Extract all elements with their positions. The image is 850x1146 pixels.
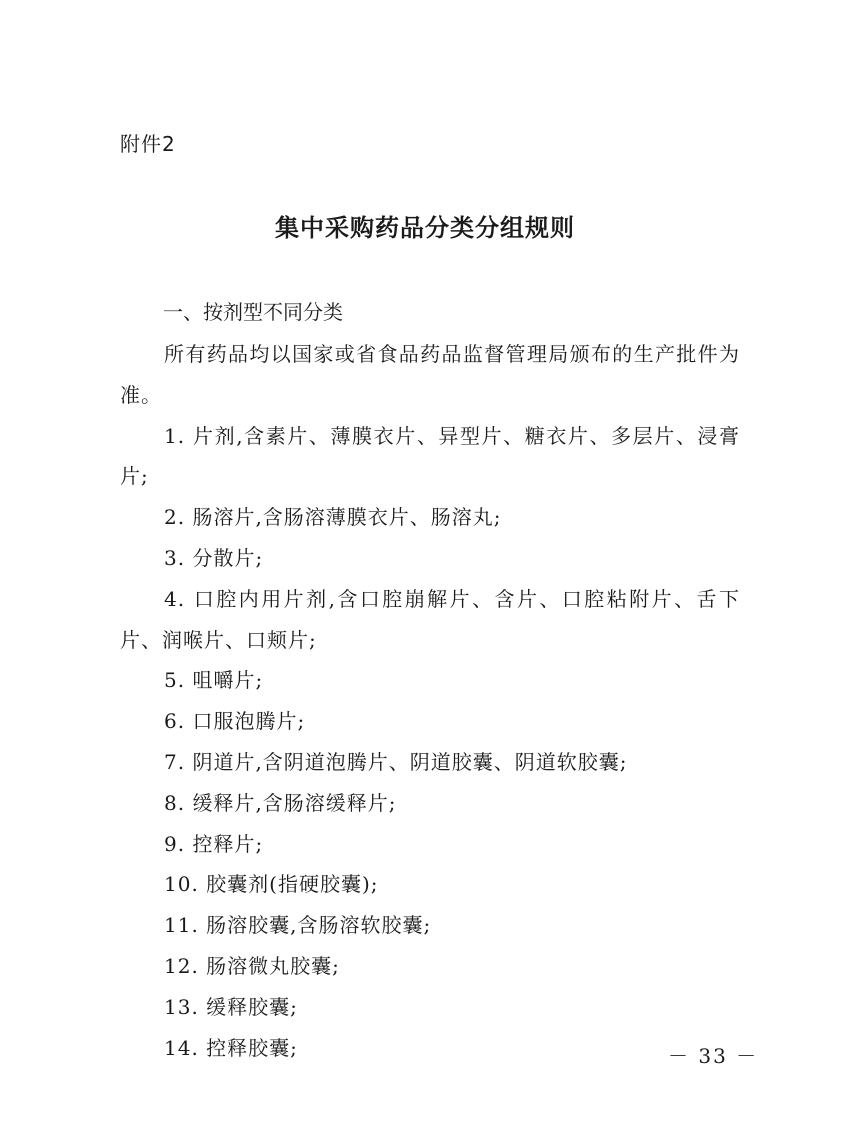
list-item: 1. 片剂,含素片、薄膜衣片、异型片、糖衣片、多层片、浸膏片; bbox=[120, 423, 740, 489]
list-item: 12. 肠溶微丸胶囊; bbox=[164, 953, 340, 978]
list-item: 11. 肠溶胶囊,含肠溶软胶囊; bbox=[164, 913, 432, 938]
list-item: 6. 口服泡腾片; bbox=[164, 709, 306, 734]
document-title: 集中采购药品分类分组规则 bbox=[275, 213, 575, 242]
intro-paragraph: 所有药品均以国家或省食品药品监督管理局颁布的生产批件为准。 bbox=[120, 342, 740, 407]
list-item: 8. 缓释片,含肠溶缓释片; bbox=[164, 790, 397, 815]
section-heading: 一、按剂型不同分类 bbox=[163, 300, 343, 324]
list-item: 14. 控释胶囊; bbox=[164, 1035, 298, 1060]
list-item: 2. 肠溶片,含肠溶薄膜衣片、肠溶丸; bbox=[164, 505, 502, 530]
page-number: － 33 － bbox=[668, 1044, 759, 1068]
list-item: 5. 咀嚼片; bbox=[164, 668, 264, 693]
attachment-label: 附件2 bbox=[120, 132, 176, 156]
list-item: 13. 缓释胶囊; bbox=[164, 994, 298, 1019]
list-item: 9. 控释片; bbox=[164, 831, 264, 856]
list-item: 10. 胶囊剂(指硬胶囊); bbox=[164, 872, 379, 897]
section-body bbox=[120, 334, 740, 1068]
list-item: 7. 阴道片,含阴道泡腾片、阴道胶囊、阴道软胶囊; bbox=[164, 749, 628, 774]
list-item: 4. 口腔内用片剂,含口腔崩解片、含片、口腔粘附片、舌下片、润喉片、口颊片; bbox=[120, 586, 740, 652]
list-item: 3. 分散片; bbox=[164, 545, 264, 570]
